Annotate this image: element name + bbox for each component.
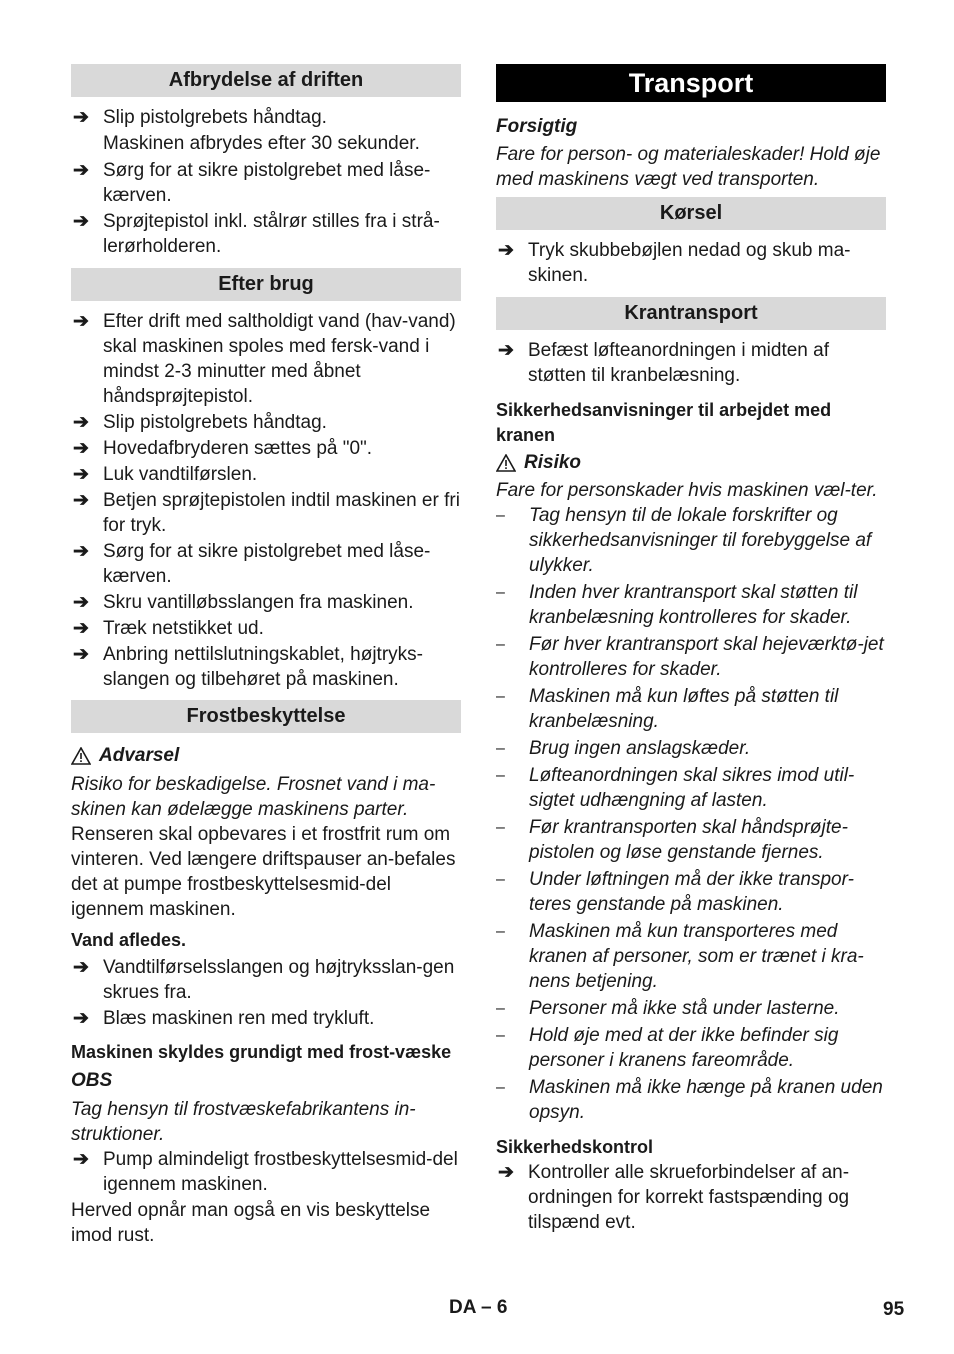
arrow-icon: ➔ bbox=[73, 1008, 89, 1029]
list-item: ➔ Kontroller alle skrueforbindelser af an-ordningen for korrekt fastspænding og tilspænd evt. bbox=[498, 1162, 850, 1233]
dash-bullet: – bbox=[496, 1000, 505, 1017]
subheading-skyl: Maskinen skyldes grundigt med frost-væske bbox=[71, 1042, 452, 1062]
subheading-safety: Sikkerhedsanvisninger til arbejdet med kranen bbox=[496, 400, 832, 445]
list-item: – Maskinen må kun transporteres med kranen af personer, som er trænet i kra-nens betjening. bbox=[496, 921, 864, 992]
list-item: – Før krantransporten skal håndsprøjte-pistolen og løse genstande fjernes. bbox=[496, 817, 848, 863]
list-item: – Personer må ikke stå under lasterne. bbox=[496, 998, 840, 1019]
section-page-label: DA – 6 bbox=[449, 1297, 508, 1318]
heading-transport: Transport bbox=[496, 64, 886, 102]
dash-bullet: – bbox=[496, 871, 505, 888]
list-item: ➔ Slip pistolgrebets håndtag. bbox=[73, 412, 327, 433]
warning-label-row bbox=[71, 743, 461, 768]
arrow-icon: ➔ bbox=[498, 1162, 514, 1183]
list-item: ➔ Luk vandtilførslen. bbox=[73, 464, 258, 485]
arrow-icon: ➔ bbox=[73, 490, 89, 511]
list-item: ➔ Sprøjtepistol inkl. stålrør stilles fra i strå-lerørholderen. bbox=[73, 211, 440, 257]
dash-bullet: – bbox=[496, 584, 505, 601]
dash-bullet: – bbox=[496, 688, 505, 705]
warning-triangle-icon bbox=[496, 454, 516, 472]
risk-label-row bbox=[496, 450, 886, 475]
note-text: Maskinen afbrydes efter 30 sekunder. bbox=[103, 133, 420, 154]
page-number: 95 bbox=[883, 1299, 905, 1320]
closing-text: Herved opnår man også en vis beskyttelse imod rust. bbox=[71, 1200, 431, 1246]
list-item: ➔ Slip pistolgrebets håndtag. bbox=[73, 107, 327, 128]
list-item: ➔ Efter drift med saltholdigt vand (hav-vand) skal maskinen spoles med fersk-vand i mindst 2-3 minutter med åbnet håndsprøjtepistol. bbox=[73, 311, 456, 407]
risk-text: Fare for personskader hvis maskinen væl-ter. bbox=[496, 480, 878, 501]
list-item: – Tag hensyn til de lokale forskrifter og sikkerhedsanvisninger til forebyggelse af ulykker. bbox=[496, 505, 872, 576]
list-item: – Inden hver krantransport skal støtten til kranbelæsning kontrolleres for skader. bbox=[496, 582, 858, 628]
dash-bullet: – bbox=[496, 767, 505, 784]
arrow-icon: ➔ bbox=[73, 412, 89, 433]
list-item: ➔ Pump almindeligt frostbeskyttelsesmid-del igennem maskinen. bbox=[73, 1149, 458, 1195]
dash-bullet: – bbox=[496, 1027, 505, 1044]
list-item: – Maskinen må ikke hænge på kranen uden opsyn. bbox=[496, 1077, 883, 1123]
list-item: ➔ Skru vantilløbsslangen fra maskinen. bbox=[73, 592, 414, 613]
caution-text: Fare for person- og materialeskader! Hold øje med maskinens vægt ved transporten. bbox=[496, 144, 881, 190]
heading-krantransport: Krantransport bbox=[496, 297, 886, 330]
obs-text: Tag hensyn til frostvæskefabrikantens in-struktioner. bbox=[71, 1099, 416, 1145]
warning-triangle-icon bbox=[71, 747, 91, 765]
dash-bullet: – bbox=[496, 636, 505, 653]
list-item: ➔ Sørg for at sikre pistolgrebet med låse-kærven. bbox=[73, 160, 431, 206]
list-item: ➔ Tryk skubbebøjlen nedad og skub ma-skinen. bbox=[498, 240, 851, 286]
list-item: – Hold øje med at der ikke befinder sig personer i kranens fareområde. bbox=[496, 1025, 839, 1071]
list-item: – Før hver krantransport skal hejeværktø-jet kontrolleres for skader. bbox=[496, 634, 884, 680]
arrow-icon: ➔ bbox=[73, 644, 89, 665]
list-item: ➔ Anbring nettilslutningskablet, højtryks-slangen og tilbehøret på maskinen. bbox=[73, 644, 423, 690]
heading-afbrydelse: Afbrydelse af driften bbox=[71, 64, 461, 97]
risk-label: Risiko bbox=[524, 452, 582, 473]
arrow-icon: ➔ bbox=[73, 1149, 89, 1170]
obs-label: OBS bbox=[71, 1070, 113, 1091]
arrow-icon: ➔ bbox=[73, 464, 89, 485]
left-column bbox=[71, 64, 461, 1248]
arrow-icon: ➔ bbox=[73, 311, 89, 332]
arrow-icon: ➔ bbox=[73, 211, 89, 232]
warning-text: Risiko for beskadigelse. Frosnet vand i ma-skinen kan ødelægge maskinens parter. bbox=[71, 774, 436, 820]
list-item: ➔ Sørg for at sikre pistolgrebet med låse-kærven. bbox=[73, 541, 431, 587]
subheading-vand: Vand afledes. bbox=[71, 930, 187, 950]
arrow-icon: ➔ bbox=[73, 438, 89, 459]
warning-label: Advarsel bbox=[99, 745, 180, 766]
list-item: ➔ Vandtilførselsslangen og højtryksslan-gen skrues fra. bbox=[73, 957, 455, 1003]
list-item: – Under løftningen må der ikke transpor-teres genstande på maskinen. bbox=[496, 869, 854, 915]
list-item: ➔ Betjen sprøjtepistolen indtil maskinen er fri for tryk. bbox=[73, 490, 460, 536]
list-item: – Brug ingen anslagskæder. bbox=[496, 738, 751, 759]
list-item: – Løfteanordningen skal sikres imod util-sigtet udhængning af lasten. bbox=[496, 765, 855, 811]
dash-bullet: – bbox=[496, 819, 505, 836]
arrow-icon: ➔ bbox=[73, 107, 89, 128]
dash-bullet: – bbox=[496, 507, 505, 524]
arrow-icon: ➔ bbox=[498, 240, 514, 261]
arrow-icon: ➔ bbox=[498, 340, 514, 361]
heading-efter-brug: Efter brug bbox=[71, 268, 461, 301]
list-item: – Maskinen må kun løftes på støtten til kranbelæsning. bbox=[496, 686, 839, 732]
list-item: ➔ Træk netstikket ud. bbox=[73, 618, 264, 639]
arrow-icon: ➔ bbox=[73, 592, 89, 613]
arrow-icon: ➔ bbox=[73, 541, 89, 562]
right-column bbox=[496, 64, 886, 1236]
dash-bullet: – bbox=[496, 1079, 505, 1096]
caution-label: Forsigtig bbox=[496, 116, 578, 137]
frost-body-text: Renseren skal opbevares i et frostfrit rum om vinteren. Ved længere driftspauser an-befales det at pumpe frostbeskyttelsesmid-del igennem maskinen. bbox=[71, 824, 456, 920]
subheading-sikkerhedskontrol: Sikkerhedskontrol bbox=[496, 1137, 654, 1157]
heading-frostbeskyttelse: Frostbeskyttelse bbox=[71, 700, 461, 733]
arrow-icon: ➔ bbox=[73, 618, 89, 639]
arrow-icon: ➔ bbox=[73, 957, 89, 978]
list-item: ➔ Hovedafbryderen sættes på "0". bbox=[73, 438, 373, 459]
arrow-icon: ➔ bbox=[73, 160, 89, 181]
dash-bullet: – bbox=[496, 923, 505, 940]
dash-bullet: – bbox=[496, 740, 505, 757]
list-item: ➔ Blæs maskinen ren med trykluft. bbox=[73, 1008, 375, 1029]
list-item: ➔ Befæst løfteanordningen i midten af støtten til kranbelæsning. bbox=[498, 340, 830, 386]
heading-korsel: Kørsel bbox=[496, 197, 886, 230]
